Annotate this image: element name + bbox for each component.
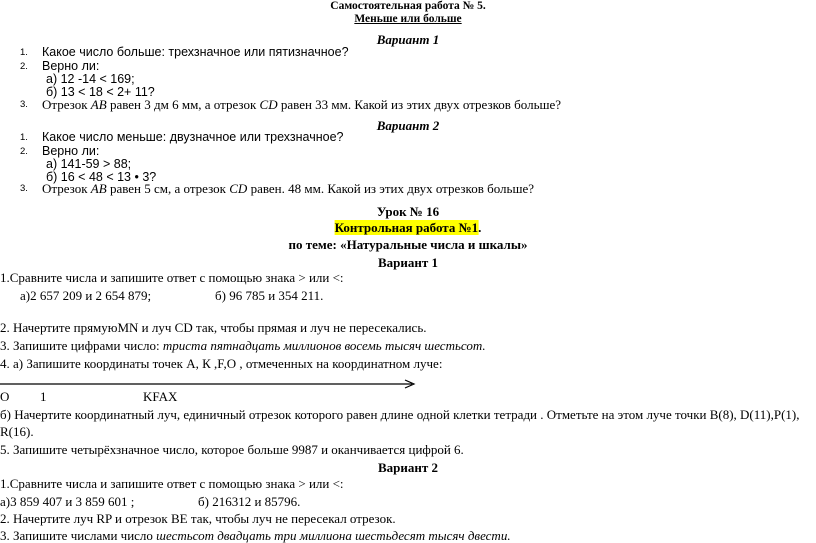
v2-question-1: 1.Сравните числа и запишите ответ с помощью знака > или <: [0, 476, 344, 491]
highlighted-text: Контрольная работа №1 [334, 220, 479, 235]
number-in-words: шестьсот двадцать три миллиона шестьдесят тысяч двести. [156, 528, 511, 543]
text-run: 3. Запишите числами число [0, 528, 157, 543]
question-4a: 4. а) Запишите координаты точек А, К ,F,O , отмеченных на координатном луче: [0, 356, 443, 371]
v2-question-1b: б) 216312 и 85796. [198, 494, 301, 509]
list-number: 1. [20, 132, 28, 143]
test-topic: по теме: «Натуральные числа и шкалы» [288, 237, 528, 252]
text-run: Отрезок [42, 181, 91, 196]
question-3 [0, 339, 486, 352]
coordinate-ray [0, 375, 420, 395]
text-run: равен 3 дм 6 мм, а отрезок [106, 97, 260, 112]
ray-label-points: KFAX [143, 389, 178, 404]
sub-item: а) 12 -14 < 169; [46, 72, 135, 86]
text-run: . [478, 220, 482, 235]
segment-name: CD [229, 181, 248, 196]
sub-item: б) 16 < 48 < 13 • 3? [46, 170, 157, 184]
question-2: 2. Начертите прямуюMN и луч CD так, чтобы прямая и луч не пересекались. [0, 320, 427, 335]
list-number: 2. [20, 61, 28, 72]
test-title [335, 221, 482, 234]
lesson-variant2-heading: Вариант 2 [377, 460, 439, 475]
question-4b: б) Начертите координатный луч, единичный отрезок которого равен длине одной клетки тетради . Отметьте на этом луче точки В(8), D(11),P(1), [0, 407, 800, 422]
lesson-title: Урок № 16 [376, 204, 440, 219]
v2-question-3 [0, 529, 511, 542]
segment-name: AB [90, 97, 107, 112]
question-5: 5. Запишите четырёхзначное число, которое больше 9987 и оканчивается цифрой 6. [0, 442, 464, 457]
text-run: 3. Запишите цифрами число: [0, 338, 163, 353]
sub-item: а) 141-59 > 88; [46, 157, 132, 171]
list-item: Верно ли: [42, 59, 100, 73]
list-item [42, 182, 534, 195]
question-1a: а)2 657 209 и 2 654 879; [20, 288, 152, 303]
worksheet-subtitle: Меньше или больше [354, 13, 462, 25]
text-run: равен. 48 мм. Какой из этих двух отрезков больше? [247, 181, 535, 196]
list-number: 2. [20, 146, 28, 157]
segment-name: CD [259, 97, 278, 112]
list-item: Какое число больше: трехзначное или пятизначное? [42, 45, 349, 59]
text-run: равен 33 мм. Какой из этих двух отрезков больше? [277, 97, 562, 112]
list-number: 1. [20, 47, 28, 58]
list-item: Верно ли: [42, 144, 100, 158]
ray-label-origin: O [0, 389, 10, 404]
segment-name: AB [90, 181, 107, 196]
worksheet-title: Самостоятельная работа № 5. [330, 0, 486, 12]
v2-question-1a: а)3 859 407 и 3 859 601 ; [0, 494, 135, 509]
v2-question-2: 2. Начертите луч RP и отрезок ВЕ так, чтобы луч не пересекал отрезок. [0, 511, 396, 526]
variant2-heading: Вариант 2 [376, 118, 440, 133]
question-4b-continued: R(16). [0, 424, 34, 439]
list-item: Какое число меньше: двузначное или трехзначное? [42, 130, 344, 144]
sub-item: б) 13 < 18 < 2+ 11? [46, 85, 155, 99]
text-run: равен 5 см, а отрезок [106, 181, 230, 196]
ray-label-one: 1 [40, 389, 47, 404]
text-run: Отрезок [42, 97, 91, 112]
question-1: 1.Сравните числа и запишите ответ с помощью знака > или <: [0, 270, 344, 285]
list-item [42, 98, 561, 111]
number-in-words: триста пятнадцать миллионов восемь тысяч шестьсот. [162, 338, 486, 353]
list-number: 3. [20, 99, 28, 110]
lesson-variant1-heading: Вариант 1 [377, 255, 439, 270]
question-1b: б) 96 785 и 354 211. [215, 288, 324, 303]
list-number: 3. [20, 183, 28, 194]
variant1-heading: Вариант 1 [376, 32, 440, 47]
